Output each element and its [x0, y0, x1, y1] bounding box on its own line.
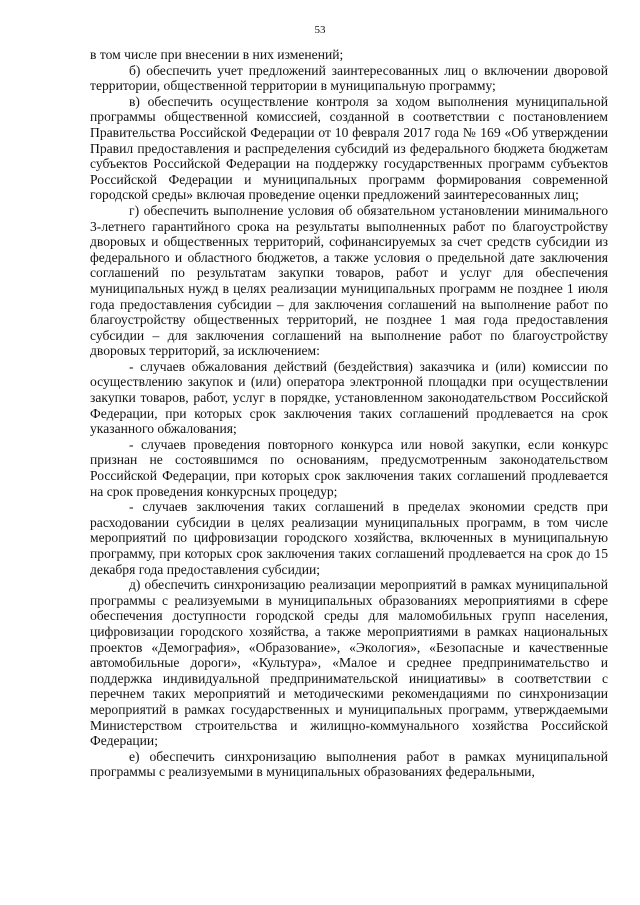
paragraph-d: д) обеспечить синхронизацию реализации мероприятий в рамках муниципальной программы с реализуемыми в муниципальных образованиях мероприятиями в сфере обеспечения доступности городской среды для маломобильных групп населения, цифровизации городского хозяйства, а также мероприятиями в рамках национальных проектов «Демография», «Образование», «Экология», «Безопасные и качественные автомобильные дороги», «Культура», «Малое и среднее предпринимательство и поддержка индивидуальной предпринимательской инициативы» в соответствии с перечнем таких мероприятий и методическими рекомендациями по синхронизации мероприятий в рамках государственных и муниципальных программ, утверждаемыми Министерством строительства и жилищно-коммунального хозяйства Российской Федерации;: [90, 577, 608, 749]
paragraph-b: б) обеспечить учет предложений заинтересованных лиц о включении дворовой территории, общественной территории в муниципальную программу;: [90, 62, 608, 94]
exception-item-appeal: - случаев обжалования действий (бездействия) заказчика и (или) комиссии по осуществлению закупок и (или) оператора электронной площадки при осуществлении закупки товаров, работ, услуг в порядке, установленном законодательством Российской Федерации, при которых срок заключения таких соглашений продлевается на срок указанного обжалования;: [90, 358, 608, 437]
paragraph-v: в) обеспечить осуществление контроля за ходом выполнения муниципальной программы общественной комиссией, созданной в соответствии с постановлением Правительства Российской Федерации от 10 февраля 2017 года № 169 «Об утверждении Правил предоставления и распределения субсидий из федерального бюджета бюджетам субъектов Российской Федерации на поддержку государственных программ субъектов Российской Федерации и муниципальных программ формирования современной городской среды» включая проведение оценки предложений заинтересованных лиц;: [90, 93, 608, 203]
paragraph-continuation: в том числе при внесении в них изменений;: [90, 47, 344, 62]
paragraph-g: г) обеспечить выполнение условия об обязательном установлении минимального 3-летнего гарантийного срока на результаты выполненных работ по благоустройству дворовых и общественных территорий, софинансируемых за счет средств субсидии из федерального и областного бюджетов, а также условия о предельной дате заключения соглашений по результатам закупки товаров, работ и услуг для обеспечения муниципальных нужд в целях реализации муниципальных программ не позднее 1 июля года предоставления субсидии – для заключения соглашений на выполнение работ по благоустройству общественных территорий, не позднее 1 мая года предоставления субсидии – для заключения соглашений на выполнение работ по благоустройству дворовых территорий, за исключением:: [90, 202, 608, 359]
paragraph-e: е) обеспечить синхронизацию выполнения работ в рамках муниципальной программы с реализуемыми в муниципальных образованиях федеральными,: [90, 748, 608, 780]
page-number: 53: [314, 24, 326, 36]
body-text: [90, 47, 608, 780]
exception-item-savings: - случаев заключения таких соглашений в пределах экономии средств при расходовании субсидии в целях реализации муниципальных программ, в том числе мероприятий по цифровизации городского хозяйства, включенных в муниципальную программу, при которых срок заключения таких соглашений продлевается на срок до 15 декабря года предоставления субсидии;: [90, 499, 608, 577]
exception-item-repeat-tender: - случаев проведения повторного конкурса или новой закупки, если конкурс признан не состоявшимся по основаниям, предусмотренным законодательством Российской Федерации, при которых срок заключения таких соглашений продлевается на срок проведения конкурсных процедур;: [90, 436, 608, 499]
